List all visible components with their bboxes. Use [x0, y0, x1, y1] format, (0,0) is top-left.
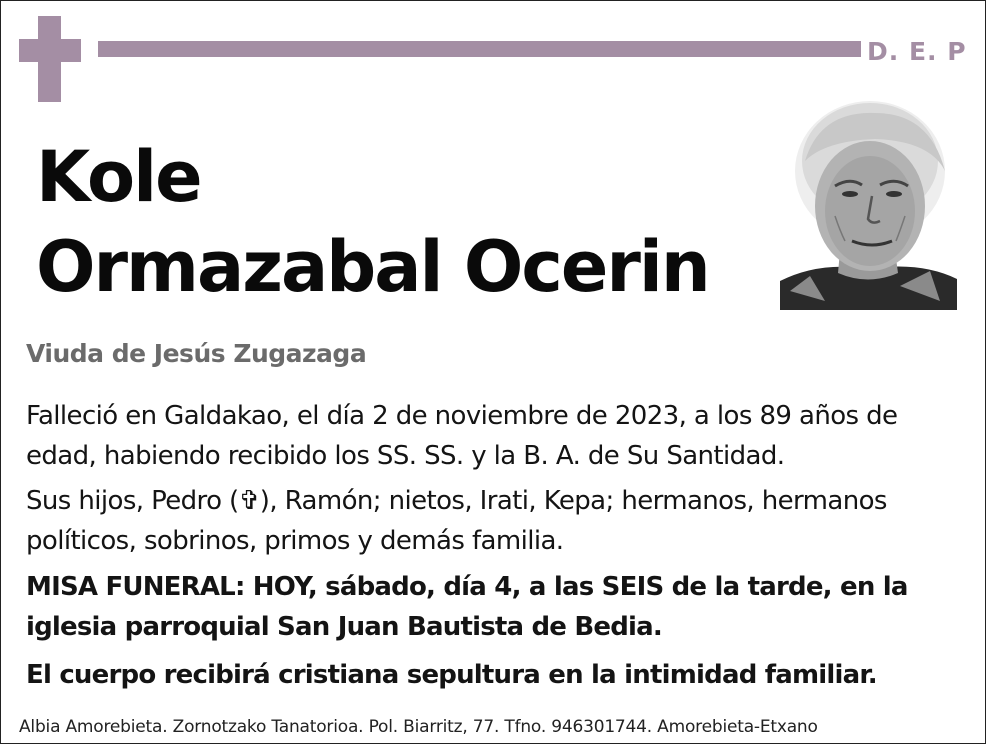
burial-paragraph: El cuerpo recibirá cristiana sepultura en la intimidad familiar.: [26, 660, 877, 690]
deceased-name-line2: Ormazabal Ocerin: [36, 226, 709, 308]
portrait-icon: [780, 101, 957, 310]
family-paragraph: Sus hijos, Pedro (✞), Ramón; nietos, Irati, Kepa; hermanos, hermanos políticos, sobrinos, primos y demás familia.: [26, 486, 887, 556]
widow-subtitle: Viuda de Jesús Zugazaga: [26, 339, 367, 368]
dep-label: D. E. P: [867, 37, 967, 66]
deceased-name: [36, 132, 709, 312]
death-details-paragraph: Falleció en Galdakao, el día 2 de noviembre de 2023, a los 89 años de edad, habiendo recibido los SS. SS. y la B. A. de Su Santidad.: [26, 401, 898, 471]
deceased-name-line1: Kole: [36, 136, 201, 218]
funeral-home-footer: Albia Amorebieta. Zornotzako Tanatorioa. Pol. Biarritz, 77. Tfno. 946301744. Amorebieta-Etxano: [19, 717, 818, 737]
portrait-photo: [780, 101, 957, 310]
cross-icon-horizontal: [19, 39, 81, 62]
header-rule: [98, 41, 861, 57]
funeral-mass-paragraph: MISA FUNERAL: HOY, sábado, día 4, a las SEIS de la tarde, en la iglesia parroquial San Juan Bautista de Bedia.: [26, 572, 908, 642]
